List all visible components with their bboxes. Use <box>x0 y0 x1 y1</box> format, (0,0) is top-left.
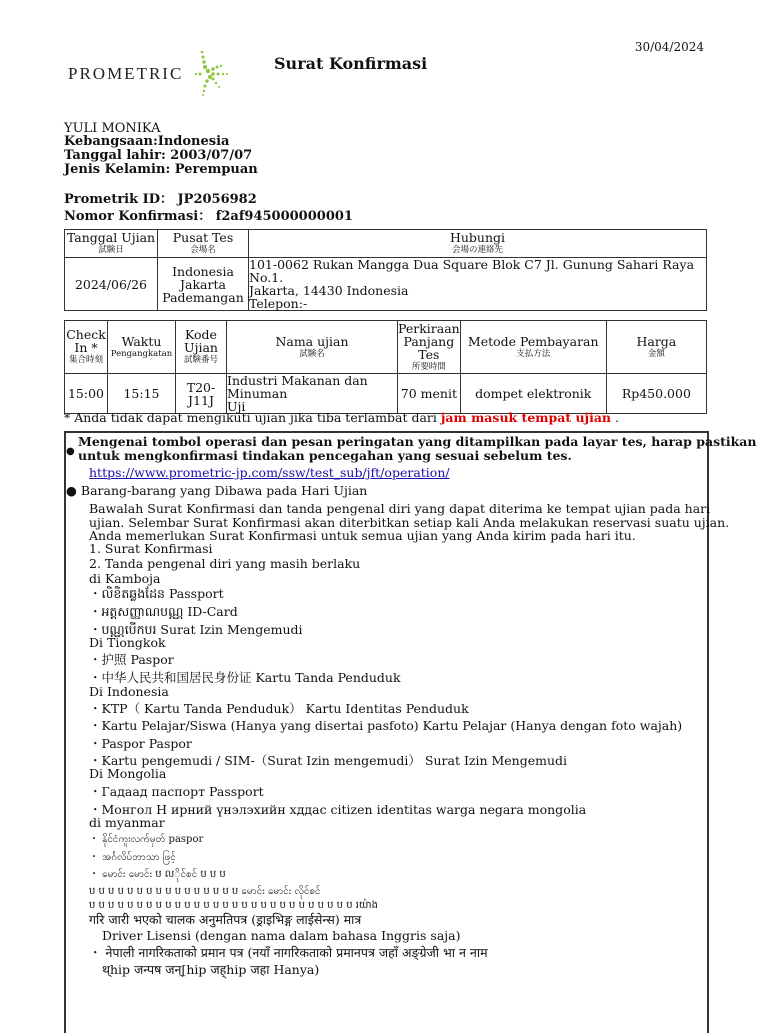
table-row <box>65 374 707 414</box>
list-item: ប ប ប ប ប ប ប ប ប ប ប ប ប ប ប ប ប ប ប ប ប ប ប ប ប ប ប ប រយ៉ាង <box>89 900 378 911</box>
list-item: 1. Surat Konfirmasi <box>89 541 213 556</box>
list-item: गरि जारी भएको चालक अनुमतिपत्र (ड्राइभिङ्ग लाईसेन्स) मात्र <box>89 912 362 927</box>
list-item: ・លិខិតឆ្លងដែន Passport <box>89 586 224 601</box>
list-item: ・Kartu pengemudi / SIM-（Surat Izin mengemudi） Surat Izin Mengemudi <box>89 753 568 768</box>
list-item: ・中华人民共和国居民身份证 Kartu Tanda Penduduk <box>89 670 401 685</box>
print-date: 30/04/2024 <box>634 40 704 54</box>
exam-details-table <box>64 320 707 414</box>
list-item: Di Mongolia <box>89 766 167 781</box>
duration-cell: 70 menit <box>398 374 461 414</box>
exam-name-cell: Industri Makanan dan Minuman Uji <box>227 374 398 414</box>
prometric-logo <box>68 48 238 98</box>
nationality: Kebangsaan:Indonesia <box>64 134 230 149</box>
list-item: ・បណ្ណបើកបរ Surat Izin Mengemudi <box>89 622 303 637</box>
list-item: ប ប ប ប ប ប ប ប ប ប ប ប ប ប ប ប မောင်း မောင်း လိုင်စင် <box>89 886 321 897</box>
operation-notice-line1: Mengenai tombol operasi dan pesan peringatan yang ditampilkan pada layar tes, harap pastikan <box>78 434 757 449</box>
list-item: di Kamboja <box>89 571 161 586</box>
bullet-icon: ● <box>66 446 75 457</box>
list-item: Bawalah Surat Konfirmasi dan tanda pengenal diri yang dapat diterima ke tempat ujian pada hari <box>89 501 711 516</box>
exam-location-table <box>64 229 707 311</box>
operation-link[interactable]: https://www.prometric-jp.com/ssw/test_sub/jft/operation/ <box>89 465 450 480</box>
list-item: Anda memerlukan Surat Konfirmasi untuk semua ujian yang Anda kirim pada hari itu. <box>89 528 636 543</box>
list-item: Di Tiongkok <box>89 635 166 650</box>
logo-wordmark: PROMETRIC <box>68 64 184 83</box>
list-item: 2. Tanda pengenal diri yang masih berlaku <box>89 556 361 571</box>
items-section-title: ● Barang-barang yang Dibawa pada Hari Ujian <box>66 483 368 498</box>
list-item: ・ အင်္ဂလိပ်ဘာသာ ဖြင့် <box>89 852 176 863</box>
note-highlight: jam masuk tempat ujian <box>440 410 612 425</box>
header-checkin: Check In * 集合時刻 <box>65 321 108 374</box>
gender: Jenis Kelamin: Perempuan <box>64 162 258 177</box>
list-item: ・ နိုင်ငံကူးလက်မှတ် paspor <box>89 834 204 845</box>
time-cell: 15:15 <box>108 374 176 414</box>
contact-cell: 101-0062 Rukan Mangga Dua Square Blok C7 Jl. Gunung Sahari Raya No.1. Jakarta, 14430 Indonesia Telepon:- <box>249 258 707 311</box>
list-item: थ्hip जन्पष जन्[hip जह्hip जहा Hanya) <box>102 962 320 977</box>
list-item: Di Indonesia <box>89 684 169 699</box>
list-item: ・អត្តសញ្ញាណបណ្ណ ID-Card <box>89 604 238 619</box>
list-item: ・Гадаад паспорт Passport <box>89 784 264 799</box>
list-item: di myanmar <box>89 815 165 830</box>
prometric-id: Prometrik ID： JP2056982 <box>64 192 257 207</box>
date-of-birth: Tanggal lahir: 2003/07/07 <box>64 148 253 163</box>
table-header-row <box>65 230 707 258</box>
confirmation-number: Nomor Konfirmasi： f2af945000000001 <box>64 209 353 224</box>
header-time: Waktu Pengangkatan <box>108 321 176 374</box>
header-contact: Hubungi 会場の連絡先 <box>249 230 707 258</box>
late-arrival-note: * Anda tidak dapat mengikuti ujian jika tiba terlambat dari jam masuk tempat ujian . <box>64 410 619 425</box>
exam-date-cell: 2024/06/26 <box>65 258 158 311</box>
table-header-row <box>65 321 707 374</box>
instructions-box <box>64 431 757 1033</box>
document-title: Surat Konfirmasi <box>274 54 428 73</box>
list-item: ・Монгол Н ирний үнэлэхийн хддас citizen identitas warga negara mongolia <box>89 802 587 817</box>
list-item: ・Paspor Paspor <box>89 736 192 751</box>
operation-notice-line2: untuk mengkonfirmasi tindakan pencegahan yang sesuai sebelum tes. <box>78 448 572 463</box>
header-price: Harga 金額 <box>606 321 706 374</box>
header-exam-date: Tanggal Ujian 試験日 <box>65 230 158 258</box>
list-item: ・KTP（ Kartu Tanda Penduduk） Kartu Identitas Penduduk <box>89 701 469 716</box>
candidate-name: YULI MONIKA <box>64 121 161 136</box>
list-item: ・ नेपाली नागरिकताको प्रमान पत्र (नयाँ नागरिकताको प्रमानपत्र जहाँ अङ्ग्रेजी भा न नाम <box>89 945 488 960</box>
exam-code-cell: T20-J11J <box>176 374 227 414</box>
header-exam-name: Nama ujian 試験名 <box>227 321 398 374</box>
header-test-center: Pusat Tes 会場名 <box>158 230 249 258</box>
list-item: ・ မောင်း မောင်း ប លိုင်စင် ប ប ប <box>89 869 226 880</box>
payment-cell: dompet elektronik <box>460 374 606 414</box>
list-item: Driver Lisensi (dengan nama dalam bahasa Inggris saja) <box>102 928 461 943</box>
test-center-cell: Indonesia Jakarta Pademangan <box>158 258 249 311</box>
price-cell: Rp450.000 <box>606 374 706 414</box>
table-row <box>65 258 707 311</box>
checkin-cell: 15:00 <box>65 374 108 414</box>
header-duration: Perkiraan Panjang Tes 所要時間 <box>398 320 460 372</box>
header-exam-code: Kode Ujian 試験番号 <box>176 321 227 374</box>
list-item: ・护照 Paspor <box>89 652 174 667</box>
logo-sparkle-icon <box>192 48 238 98</box>
header-payment: Metode Pembayaran 支払方法 <box>460 321 606 374</box>
list-item: ・Kartu Pelajar/Siswa (Hanya yang disertai pasfoto) Kartu Pelajar (Hanya dengan foto wajah) <box>89 718 683 733</box>
list-item: ujian. Selembar Surat Konfirmasi akan diterbitkan setiap kali Anda melakukan reservasi suatu ujian. <box>89 515 730 530</box>
